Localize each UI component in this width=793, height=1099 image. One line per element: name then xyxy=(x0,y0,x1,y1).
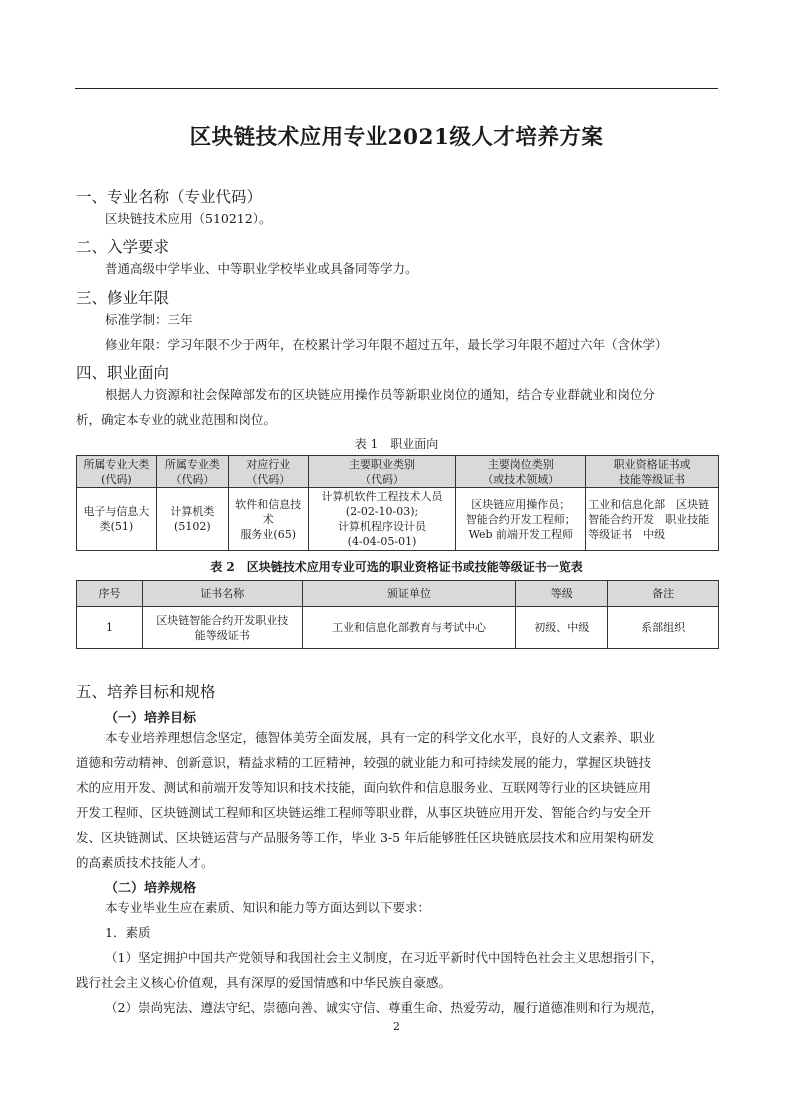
header-cell: 主要职业类别 （代码） xyxy=(308,456,456,488)
table-cell: 区块链智能合约开发职业技 能等级证书 xyxy=(142,607,302,649)
table-cell: 计算机软件工程技术人员 (2-02-10-03); 计算机程序设计员 (4-04-05-01) xyxy=(308,488,456,551)
page-number: 2 xyxy=(393,1020,400,1033)
goal-line: 的高素质技术技能人才。 xyxy=(76,855,214,870)
subsection-spec-heading: （二）培养规格 xyxy=(105,881,197,896)
table-header-row xyxy=(77,456,719,488)
header-cell: 等级 xyxy=(516,581,608,607)
section-4-heading: 四、职业面向 xyxy=(76,364,170,382)
table-1-caption: 表 1 职业面向 xyxy=(354,437,439,451)
section-3-line-1: 标准学制：三年 xyxy=(105,312,193,327)
header-cell: 所属专业大类 (代码) xyxy=(77,456,157,488)
certificate-table xyxy=(76,580,719,649)
table-cell: 软件和信息技术 服务业(65) xyxy=(228,488,308,551)
header-cell: 序号 xyxy=(77,581,143,607)
goal-line: 本专业培养理想信念坚定，德智体美劳全面发展，具有一定的科学文化水平，良好的人文素养、职业 xyxy=(105,730,656,745)
table-cell: 工业和信息化部 区块链 智能合约开发 职业技能 等级证书 中级 xyxy=(586,488,719,551)
section-4-line-2: 析，确定本专业的就业范围和岗位。 xyxy=(76,412,277,427)
section-5-heading: 五、培养目标和规格 xyxy=(76,683,216,701)
section-3-heading: 三、修业年限 xyxy=(76,289,170,307)
goal-line: 发、区块链测试、区块链运营与产品服务等工作，毕业 3-5 年后能够胜任区块链底层技术和应用架构研发 xyxy=(76,830,655,845)
header-rule xyxy=(75,88,718,89)
table-row xyxy=(77,488,719,551)
table-cell: 初级、中级 xyxy=(516,607,608,649)
header-cell: 对应行业 （代码） xyxy=(228,456,308,488)
section-1-text: 区块链技术应用（510212）。 xyxy=(105,211,272,226)
header-cell: 备注 xyxy=(608,581,719,607)
header-cell: 主要岗位类别 （或技术领域） xyxy=(456,456,586,488)
goal-line: 道德和劳动精神、创新意识，精益求精的工匠精神，较强的就业能力和可持续发展的能力，掌握区块链技 xyxy=(76,755,652,770)
subsection-goal-heading: （一）培养目标 xyxy=(105,711,197,726)
table-cell: 电子与信息大 类(51) xyxy=(77,488,157,551)
table-row xyxy=(77,607,719,649)
table-header-row xyxy=(77,581,719,607)
table-cell: 系部组织 xyxy=(608,607,719,649)
section-4-line-1: 根据人力资源和社会保障部发布的区块链应用操作员等新职业岗位的通知，结合专业群就业和岗位分 xyxy=(105,387,656,402)
goal-line: 开发工程师、区块链测试工程师和区块链运维工程师等职业群，从事区块链应用开发、智能合约与安全开 xyxy=(76,805,652,820)
section-1-heading: 一、专业名称（专业代码） xyxy=(76,188,263,206)
table-cell: 工业和信息化部教育与考试中心 xyxy=(302,607,516,649)
table-cell: 计算机类 (5102) xyxy=(156,488,228,551)
table-2-caption: 表 2 区块链技术应用专业可选的职业资格证书或技能等级证书一览表 xyxy=(210,560,583,574)
header-cell: 职业资格证书或 技能等级证书 xyxy=(586,456,719,488)
spec-item-1: 1．素质 xyxy=(105,925,151,940)
header-cell: 颁证单位 xyxy=(302,581,516,607)
section-3-line-2: 修业年限：学习年限不少于两年，在校累计学习年限不超过五年，最长学习年限不超过六年（含休学） xyxy=(105,337,668,352)
table-cell: 1 xyxy=(77,607,143,649)
page-title: 区块链技术应用专业2021级人才培养方案 xyxy=(189,125,604,150)
requirement-1-line-1: （1）坚定拥护中国共产党领导和我国社会主义制度，在习近平新时代中国特色社会主义思想指引下， xyxy=(105,950,663,965)
requirement-2-line-1: （2）崇尚宪法、遵法守纪、崇德向善、诚实守信、尊重生命、热爱劳动，履行道德准则和行为规范， xyxy=(105,1000,663,1015)
section-2-text: 普通高级中学毕业、中等职业学校毕业或具备同等学力。 xyxy=(105,261,418,276)
table-cell: 区块链应用操作员； 智能合约开发工程师； Web 前端开发工程师 xyxy=(456,488,586,551)
career-table xyxy=(76,455,719,551)
goal-line: 术的应用开发、测试和前端开发等知识和技术技能，面向软件和信息服务业、互联网等行业的区块链应用 xyxy=(76,780,652,795)
header-cell: 所属专业类 （代码） xyxy=(156,456,228,488)
spec-intro: 本专业毕业生应在素质、知识和能力等方面达到以下要求： xyxy=(105,900,431,915)
requirement-1-line-2: 践行社会主义核心价值观，具有深厚的爱国情感和中华民族自豪感。 xyxy=(76,975,452,990)
section-2-heading: 二、入学要求 xyxy=(76,238,170,256)
header-cell: 证书名称 xyxy=(142,581,302,607)
